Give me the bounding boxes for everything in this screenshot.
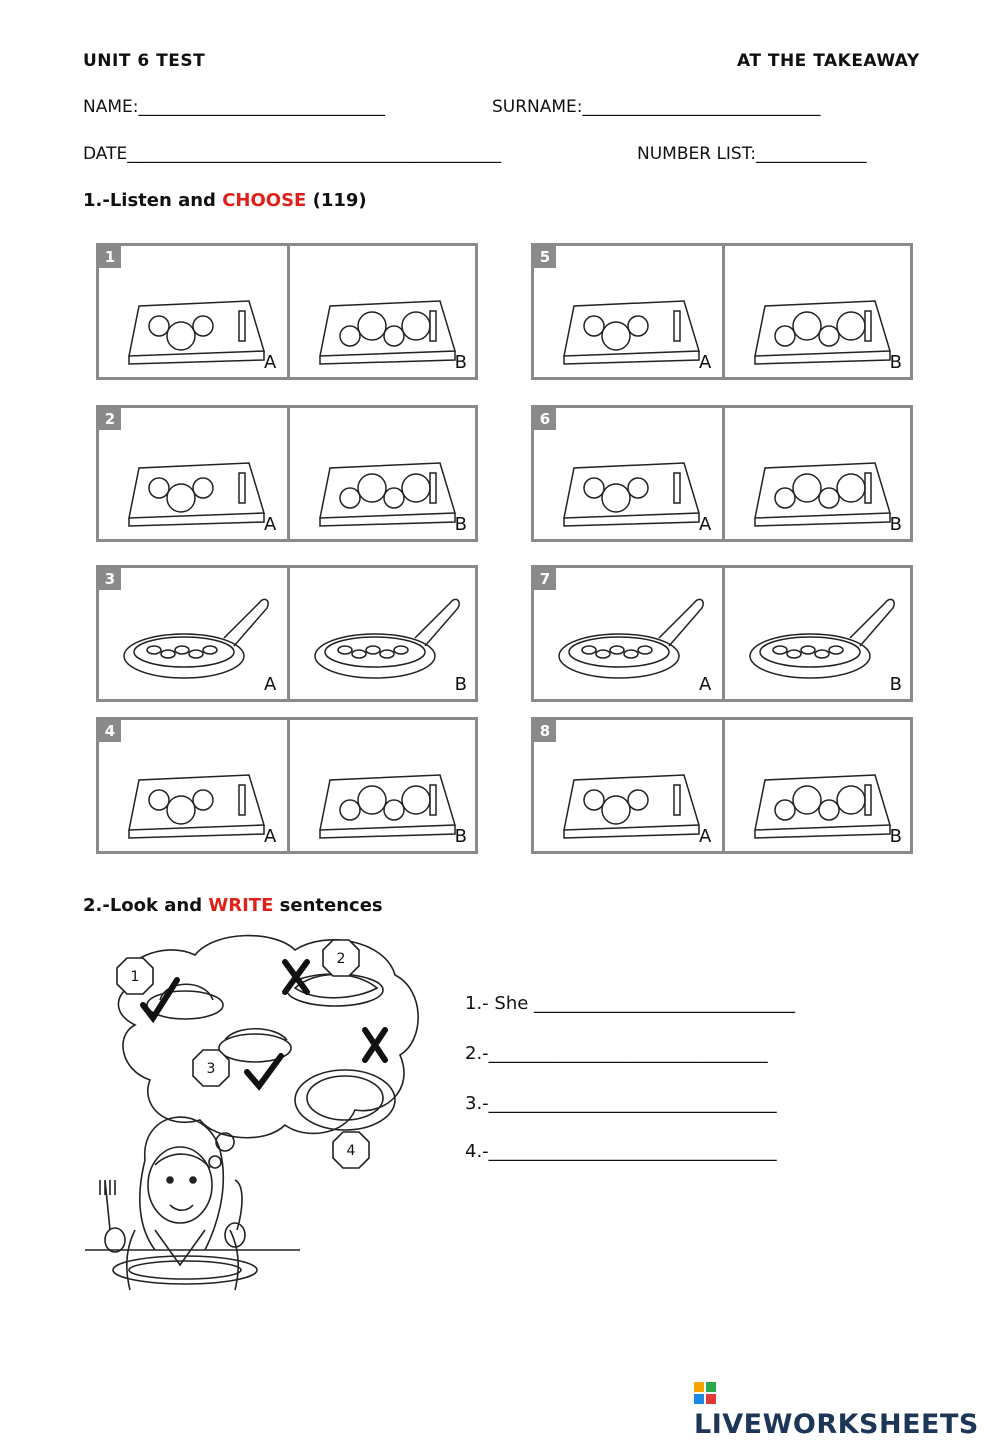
food-drawing [534, 720, 724, 857]
section1-suffix: (119) [306, 190, 367, 211]
food-drawing [99, 720, 289, 857]
question-box-8 [531, 717, 913, 854]
section2-suffix: sentences [273, 895, 383, 916]
section1-highlight: CHOOSE [222, 190, 307, 211]
surname-field[interactable]: SURNAME:____________________________ [492, 97, 821, 117]
question-number: 1 [99, 246, 121, 268]
number-list-field[interactable]: NUMBER LIST:_____________ [637, 144, 867, 164]
question-box-6 [531, 405, 913, 542]
unit-title: UNIT 6 TEST [83, 51, 206, 71]
thought-label-1: 1 [130, 969, 140, 985]
thought-label-2: 2 [336, 951, 346, 967]
question-number: 7 [534, 568, 556, 590]
food-drawing [99, 408, 289, 545]
question-box-7 [531, 565, 913, 702]
box-divider [722, 408, 725, 539]
date-field[interactable]: DATE____________________________________________ [83, 144, 502, 164]
food-drawing [725, 720, 915, 857]
thought-label-4: 4 [346, 1143, 356, 1159]
thought-label-3: 3 [206, 1061, 216, 1077]
box-divider [287, 568, 290, 699]
name-field[interactable]: NAME:_____________________________ [83, 97, 385, 117]
logo-text: LIVEWORKSHEETS [694, 1409, 979, 1440]
box-divider [722, 568, 725, 699]
option-b-label[interactable]: B [454, 352, 467, 373]
question-box-2 [96, 405, 478, 542]
logo-icon [694, 1382, 716, 1404]
food-drawing [290, 408, 480, 545]
box-divider [722, 246, 725, 377]
option-a-label[interactable]: A [264, 674, 277, 695]
option-b-label[interactable]: B [454, 514, 467, 535]
sentence-3[interactable]: 3.-________________________________ [465, 1093, 777, 1114]
food-drawing [725, 408, 915, 545]
option-a-label[interactable]: A [264, 514, 277, 535]
food-drawing [99, 246, 289, 383]
question-number: 2 [99, 408, 121, 430]
question-box-3 [96, 565, 478, 702]
question-number: 8 [534, 720, 556, 742]
food-drawing [534, 408, 724, 545]
question-box-4 [96, 717, 478, 854]
food-drawing [290, 246, 480, 383]
option-a-label[interactable]: A [699, 826, 712, 847]
option-a-label[interactable]: A [699, 352, 712, 373]
option-b-label[interactable]: B [454, 674, 467, 695]
section1-title [83, 190, 367, 211]
food-drawing [725, 246, 915, 383]
option-a-label[interactable]: A [699, 674, 712, 695]
topic-title: AT THE TAKEAWAY [737, 51, 920, 71]
food-drawing [725, 568, 915, 705]
option-a-label[interactable]: A [699, 514, 712, 535]
girl-thinking-illustration [85, 930, 430, 1300]
option-b-label[interactable]: B [889, 352, 902, 373]
option-b-label[interactable]: B [889, 514, 902, 535]
box-divider [722, 720, 725, 851]
food-drawing [534, 568, 724, 705]
question-number: 3 [99, 568, 121, 590]
liveworksheets-logo [694, 1378, 1000, 1440]
question-number: 6 [534, 408, 556, 430]
food-drawing [534, 246, 724, 383]
option-a-label[interactable]: A [264, 826, 277, 847]
section2-title [83, 895, 383, 916]
food-drawing [290, 568, 480, 705]
question-number: 5 [534, 246, 556, 268]
option-b-label[interactable]: B [889, 826, 902, 847]
sentence-1[interactable]: 1.- She _____________________________ [465, 993, 796, 1014]
question-box-5 [531, 243, 913, 380]
box-divider [287, 246, 290, 377]
option-b-label[interactable]: B [889, 674, 902, 695]
box-divider [287, 720, 290, 851]
option-a-label[interactable]: A [264, 352, 277, 373]
box-divider [287, 408, 290, 539]
sentence-2[interactable]: 2.-_______________________________ [465, 1043, 768, 1064]
food-drawing [99, 568, 289, 705]
question-number: 4 [99, 720, 121, 742]
question-box-1 [96, 243, 478, 380]
food-drawing [290, 720, 480, 857]
sentence-4[interactable]: 4.-________________________________ [465, 1141, 777, 1162]
section2-prefix: 2.-Look and [83, 895, 209, 916]
option-b-label[interactable]: B [454, 826, 467, 847]
section2-highlight: WRITE [208, 895, 274, 916]
section1-prefix: 1.-Listen and [83, 190, 223, 211]
